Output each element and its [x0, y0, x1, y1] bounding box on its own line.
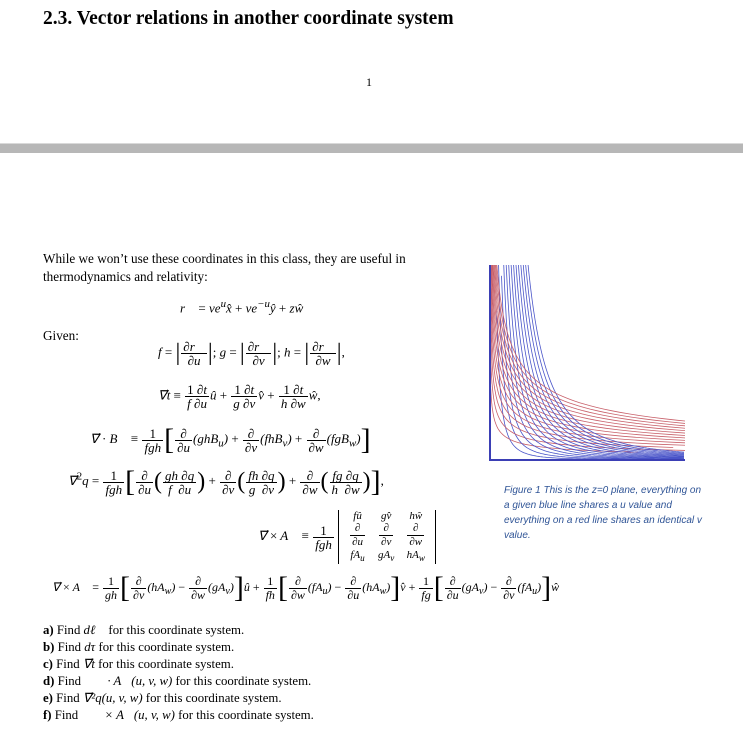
question-item: e) Find ∇⃗²q(u, v, w) for this coordinate system.: [43, 691, 282, 705]
scale-factors-equation: f = | $\frac{\partial r⃗}{\partial u}$ |; g = | $\frac{\partial r⃗}{\partial v}$ |; h = | $\frac{\partial r⃗}{\partial w}$ |,: [158, 339, 345, 368]
coordinate-curves-figure: [489, 265, 685, 461]
question-item: b) Find dτ for this coordinate system.: [43, 640, 235, 654]
laplacian-equation: ∇⃗$^2$q = $\frac{1}{\text{fgh}}$ [ $\frac{\partial}{\partial u}$ ( $\frac{gh \partial q}{f \partial u}$ ) + $\frac{\partial}{\partial v}$ ( $\frac{fh \partial q}{g \partial v}$ ) + $\frac{\partial}{\partial w}$ ( $\frac{fg \partial q}{h \partial w}$ )],: [68, 465, 384, 498]
divergence-equation: ∇⃗ · B⃗ ≡ $\frac{1}{\text{fgh}}$ [ $\frac{\partial}{\partial u}$ (ghB$_u$) + $\frac{\partial}{\partial v}$ (fhB$_v$) + $\frac{\partial}{\partial w}$ (fgB$_w$)]: [90, 423, 371, 456]
position-vector-equation: r⃗ = $ve^ux̂$ + $ve^{-u}ŷ$ + zŵ: [180, 298, 304, 316]
question-list: [43, 622, 314, 724]
page-number: 1: [366, 75, 372, 89]
question-item: a) Find dℓ⃗ for this coordinate system.: [43, 623, 245, 637]
curl-determinant-equation: ∇⃗ × A⃗ ≡ $\frac{1}{\text{fgh}}$ fû gv̂ hŵ $\frac{\partial}{\partial u}$ $\frac{\partial}{\partial v}$ $\frac{\partial}{\partial w}$ $fA_u$ $gA_v$ $hA_w$: [258, 510, 436, 564]
red-constant-v-curve: [495, 265, 685, 428]
given-label: Given:: [43, 328, 79, 343]
curl-expanded-equation: ∇⃗ × A⃗ = $\frac{1}{gh}$ [ $\frac{\partial}{\partial v}$ $(hA_w)$ − $\frac{\partial}{\partial w}$ $(gA_v)]û$ + $\frac{1}{fh}$ [ $\frac{\partial}{\partial w}$ $(fA_u)$ − $\frac{\partial}{\partial u}$ $(hA_w)]v̂$ + $\frac{1}{fg}$ [ $\frac{\partial}{\partial u}$ $(gA_v)$ − $\frac{\partial}{\partial v}$ $(fA_u)]ŵ$: [52, 571, 560, 604]
page-separator: [0, 143, 743, 153]
blue-constant-u-curve: [502, 276, 685, 459]
red-constant-v-curve: [490, 265, 673, 448]
question-item: c) Find ∇⃗t for this coordinate system.: [43, 657, 234, 671]
red-constant-v-curve: [492, 265, 685, 436]
blue-constant-u-curve: [526, 265, 685, 452]
figure-caption: Figure 1 This is the z=0 plane, everything on a given blue line shares a u value and everything on a red line shares an identical v value.: [504, 485, 702, 541]
section-title: 2.3. Vector relations in another coordinate system: [43, 8, 454, 29]
question-item: f) Find ∇⃗ × A⃗(u, v, w) for this coordinate system.: [43, 708, 314, 722]
red-constant-v-curve: [497, 265, 685, 424]
question-item: d) Find ∇⃗ · A⃗(u, v, w) for this coordinate system.: [43, 674, 312, 688]
gradient-equation: ∇⃗t ≡ $\frac{1 \partial t}{f \partial u}$ û + $\frac{1 \partial t}{g \partial v}$ v̂ + $\frac{1 \partial t}{h \partial w}$ ŵ,: [158, 382, 321, 411]
blue-constant-u-curve: [508, 265, 684, 458]
red-constant-v-curve: [491, 265, 685, 441]
intro-paragraph: While we won’t use these coordinates in this class, they are useful in thermodynamics and relativity:: [43, 251, 406, 284]
